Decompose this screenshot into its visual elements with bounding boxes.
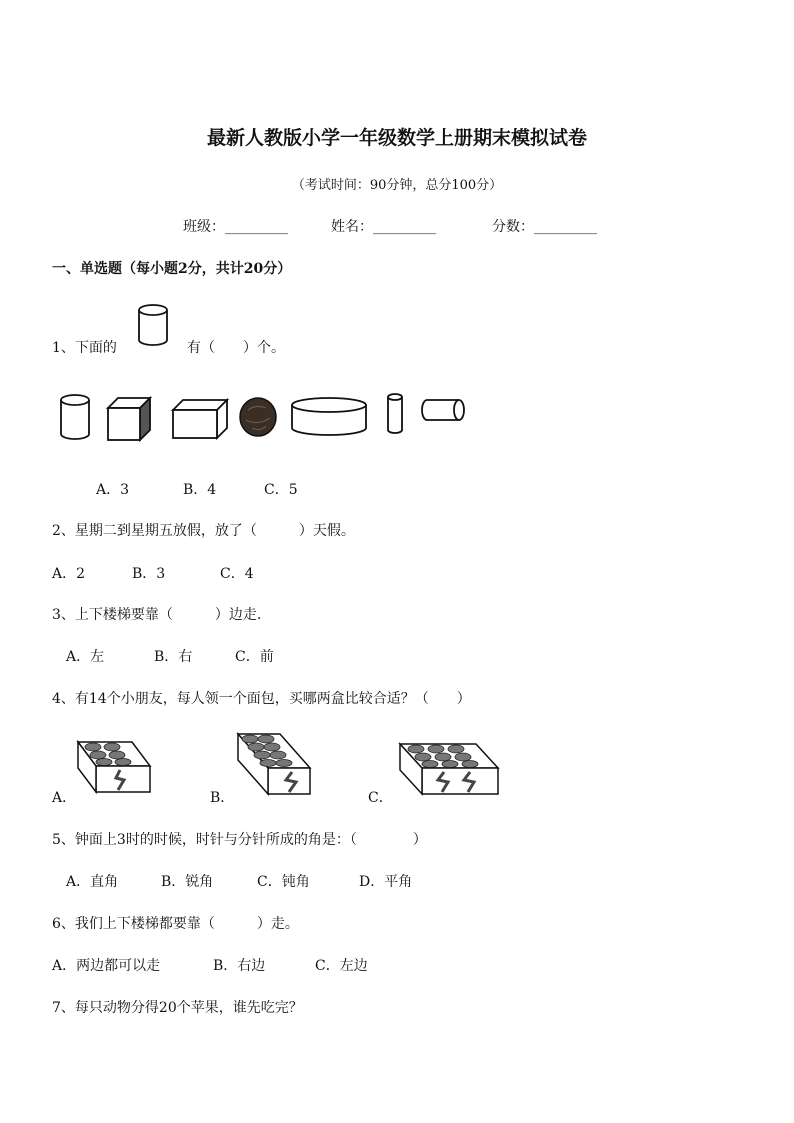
cylinder-icon xyxy=(59,392,91,442)
page-title: 最新人教版小学一年级数学上册期末模拟试卷 xyxy=(206,127,587,149)
option-b[interactable]: B．右 xyxy=(154,649,193,665)
option-b[interactable]: B．右边 xyxy=(213,958,266,974)
option-a[interactable]: A．3 xyxy=(96,482,130,498)
option-c[interactable]: C．4 xyxy=(220,566,254,582)
lying-cylinder-icon xyxy=(419,398,467,422)
bread-box-icon xyxy=(76,738,152,796)
option-b[interactable]: B．4 xyxy=(183,482,217,498)
question-7-stem: 7、每只动物分得20个苹果，谁先吃完？ xyxy=(52,1000,303,1016)
question-6-stem: 6、我们上下楼梯都要靠（ ）走。 xyxy=(52,916,299,932)
option-c[interactable]: C．左边 xyxy=(315,958,368,974)
question-3-stem: 3、上下楼梯要靠（ ）边走. xyxy=(52,607,262,623)
exam-info: （考试时间：90分钟，总分100分） xyxy=(291,178,503,193)
option-c[interactable]: C．钝角 xyxy=(257,874,310,890)
option-c[interactable]: C．前 xyxy=(235,649,274,665)
question-1-stem-end: 有（ ）个。 xyxy=(187,340,285,356)
option-b[interactable]: B．锐角 xyxy=(161,874,214,890)
question-1-stem: 1、下面的 xyxy=(52,340,117,356)
cuboid-icon xyxy=(171,398,229,440)
score-field[interactable]: 分数：_________ xyxy=(492,219,597,235)
question-5-stem: 5、钟面上3时的时候，时针与分针所成的角是：（ ） xyxy=(52,832,427,848)
option-a[interactable]: A．两边都可以走 xyxy=(52,958,161,974)
option-d[interactable]: D．平角 xyxy=(359,874,413,890)
flat-cylinder-icon xyxy=(290,396,368,438)
bread-box-icon xyxy=(234,730,312,798)
cylinder-icon xyxy=(136,300,170,348)
option-c[interactable]: C． xyxy=(368,790,393,806)
cube-icon xyxy=(106,396,152,442)
ball-icon xyxy=(238,396,278,438)
option-b[interactable]: B． xyxy=(210,790,235,806)
option-a[interactable]: A．直角 xyxy=(66,874,119,890)
option-b[interactable]: B．3 xyxy=(132,566,166,582)
question-2-stem: 2、星期二到星期五放假，放了（ ）天假。 xyxy=(52,523,355,539)
bread-box-icon xyxy=(398,740,500,798)
question-4-stem: 4、有14个小朋友，每人领一个面包，买哪两盒比较合适？（ ） xyxy=(52,691,471,707)
name-field[interactable]: 姓名：_________ xyxy=(331,219,436,235)
class-field[interactable]: 班级：_________ xyxy=(183,219,288,235)
section-heading: 一、单选题（每小题2分，共计20分） xyxy=(52,261,292,277)
option-c[interactable]: C．5 xyxy=(264,482,298,498)
option-a[interactable]: A． xyxy=(52,790,77,806)
thin-cylinder-icon xyxy=(386,392,404,436)
option-a[interactable]: A．2 xyxy=(52,566,86,582)
option-a[interactable]: A．左 xyxy=(66,649,105,665)
